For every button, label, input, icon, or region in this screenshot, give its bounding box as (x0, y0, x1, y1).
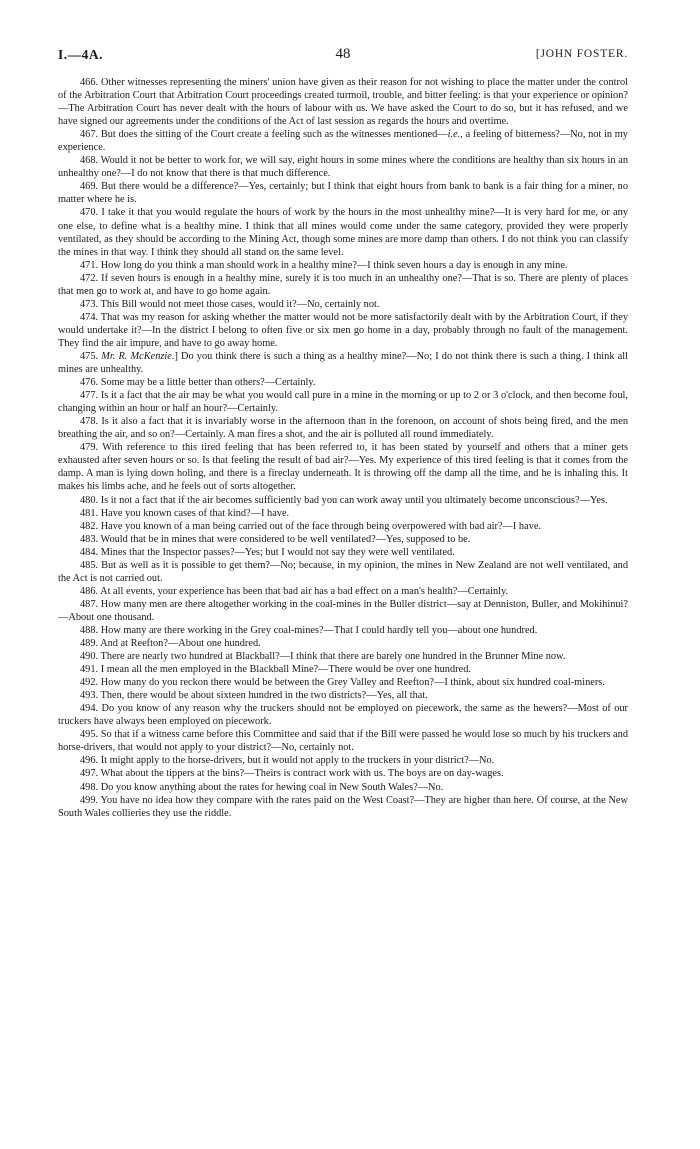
question-487: 487. How many men are there altogether working in the coal-mines in the Buller district—say at Denniston, Buller, and Mokihinui?—About one thousand. (58, 598, 628, 623)
question-477: 477. Is it a fact that the air may be what you would call pure in a mine in the morning or up to 2 or 3 o'clock, and then become foul, changing within an hour or half an hour?—Certainly. (58, 390, 628, 415)
question-475: 475. Mr. R. McKenzie.] Do you think there is such a thing as a healthy mine?—No; I do not think there is such a thing. I think all mines are unhealthy. (58, 350, 628, 376)
question-497: 497. What about the tippers at the bins?—Theirs is contract work with us. The boys are on day-wages. (80, 768, 504, 780)
question-485: 485. But as well as it is possible to get them?—No; because, in my opinion, the mines in New Zealand are not well ventilated, and the Act is not carried out. (58, 559, 629, 584)
question-498: 498. Do you know anything about the rates for hewing coal in New South Wales?—No. (80, 781, 444, 793)
question-490: 490. There are nearly two hundred at Blackball?—I think that there are barely one hundred in the Brunner Mine now. (80, 651, 566, 663)
question-499: 499. You have no idea how they compare with the rates paid on the West Coast?—They are higher than here. Of course, at the New South Wales collieries they use the riddle. (58, 794, 628, 819)
page-number: 48 (335, 46, 351, 62)
question-468: 468. Would it not be better to work for, we will say, eight hours in some mines where the conditions are healthy than six hours in an unhealthy one?—I do not know that there is that much difference. (58, 155, 628, 180)
question-486: 486. At all events, your experience has been that bad air has a bad effect on a man's health?—Certainly. (80, 585, 509, 597)
question-495: 495. So that if a witness came before this Committee and said that if the Bill were passed he would lose so much by his truckers and horse-drivers, that would not apply to your district?—No, certainly not. (58, 729, 628, 754)
question-489: 489. And at Reefton?—About one hundred. (80, 638, 261, 650)
question-478: 478. Is it also a fact that it is invariably worse in the afternoon than in the forenoon, on account of shots being fired, and the men breathing the air, and so on?—Certainly. A man fires a shot, and the air is polluted all round immediately. (58, 416, 628, 441)
question-480: 480. Is it not a fact that if the air becomes sufficiently bad you can work away until you ultimately become unconscious?—Yes. (80, 494, 608, 506)
document-page (58, 48, 628, 820)
question-482: 482. Have you known of a man being carried out of the face through being overpowered with bad air?—I have. (80, 520, 542, 532)
question-469: 469. But there would be a difference?—Yes, certainly; but I think that eight hours from bank to bank is a fair thing for a miner, no matter where he is. (58, 181, 628, 206)
question-493: 493. Then, there would be about sixteen hundred in the two districts?—Yes, all that. (80, 690, 428, 702)
question-466: 466. Other witnesses representing the miners' union have given as their reason for not wishing to place the matter under the control of the Arbitration Court that Arbitration Court proceedings created turmoil, trouble, and bitter feeling: is that your experience or opinion?—The Arbitration Court has never dealt with the hours of labour with us. We have asked the Court to do so, but it has refused, and we have signed our agreements under the conditions of the Act of last session as regards the hours and overtime. (58, 77, 628, 128)
question-473: 473. This Bill would not meet those cases, would it?—No, certainly not. (80, 298, 380, 310)
question-483: 483. Would that be in mines that were considered to be well ventilated?—Yes, supposed to be. (80, 533, 471, 545)
question-491: 491. I mean all the men employed in the Blackball Mine?—There would be over one hundred. (80, 664, 471, 676)
page-header (58, 48, 628, 76)
question-474: 474. That was my reason for asking whether the matter would not be more satisfactorily dealt with by the Arbitration Court, if they would undertake it?—In the district I belong to often five or six men go home in a day, probably through no fault of the management. They find the air impure, and have to go away home. (58, 311, 628, 349)
question-471: 471. How long do you think a man should work in a healthy mine?—I think seven hours a day is enough in any mine. (80, 259, 568, 271)
question-481: 481. Have you known cases of that kind?—I have. (80, 507, 290, 519)
question-476: 476. Some may be a little better than others?—Certainly. (80, 377, 316, 389)
testimony-body (58, 76, 628, 820)
question-494: 494. Do you know of any reason why the truckers should not be employed on piecework, the same as the hewers?—Most of our truckers have always been employed on piecework. (58, 703, 628, 728)
question-470: 470. I take it that you would regulate the hours of work by the hours in the most unhealthy mine?—It is very hard for me, or any one else, to define what is a healthy mine. I think that all mines would come under the same category, provided they were properly ventilated, as they should be according to the Mining Act, though some mines are more damp than others. I do not think you can classify the mines in that way. I think they should all stand on the same level. (58, 207, 628, 258)
witness-name: [JOHN FOSTER. (535, 48, 628, 60)
question-496: 496. It might apply to the horse-drivers, but it would not apply to the truckers in your district?—No. (80, 755, 495, 767)
question-492: 492. How many do you reckon there would be between the Grey Valley and Reefton?—I think, about six hundred coal-miners. (80, 677, 605, 689)
document-reference: I.—4A. (58, 47, 104, 62)
question-467: 467. But does the sitting of the Court create a feeling such as the witnesses mentioned—i.e., a feeling of bitterness?—No, not in my experience. (58, 129, 628, 154)
question-479: 479. With reference to this tired feeling that has been referred to, it has been stated by yourself and others that a miner gets exhausted after seven hours or so. Is that feeling the result of bad air?—Yes. My experience of this tired feeling is that it comes from the damp. A man is lying down holing, and there is a fireclay underneath. It is throwing off the damp all the time, and he is inhaling this. It makes his limbs ache, and he feels out of sorts altogether. (58, 442, 628, 493)
question-472: 472. If seven hours is enough in a healthy mine, surely it is too much in an unhealthy one?—That is so. There are plenty of places that men go to work at, and have to go home again. (58, 272, 628, 297)
question-484: 484. Mines that the Inspector passes?—Yes; but I would not say they were well ventilated. (80, 546, 455, 558)
question-488: 488. How many are there working in the Grey coal-mines?—That I could hardly tell you—about one hundred. (80, 624, 538, 636)
